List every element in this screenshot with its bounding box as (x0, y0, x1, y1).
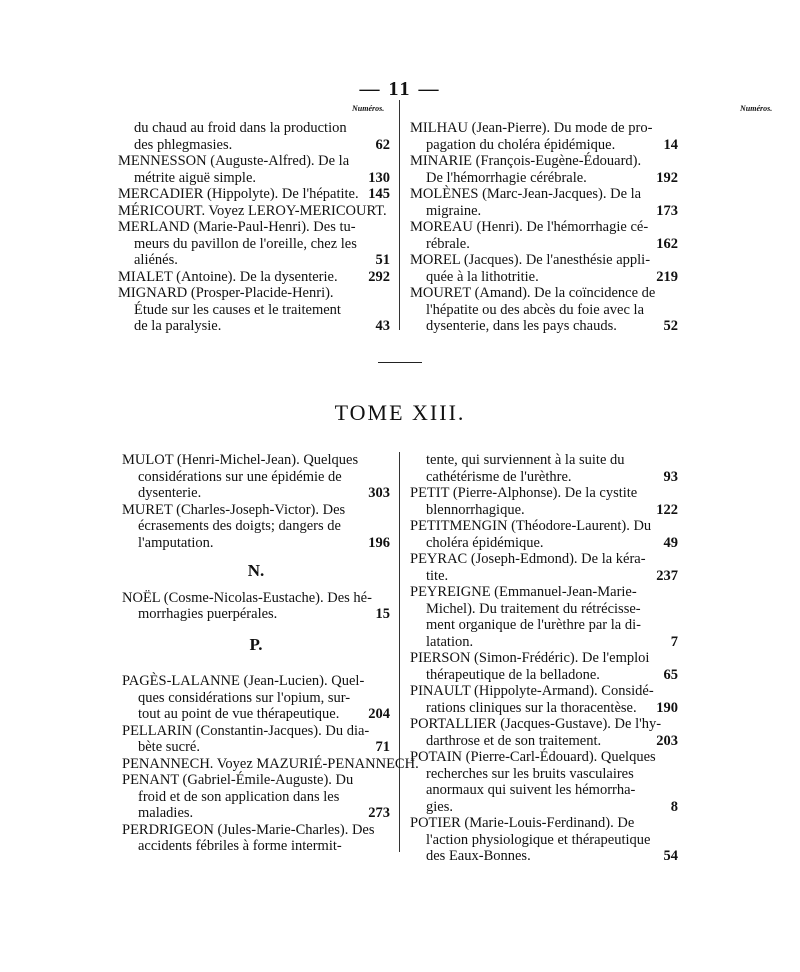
index-entry (118, 186, 390, 203)
entry-line: PELLARIN (Constantin-Jacques). Du dia- (122, 722, 370, 739)
entry-line: ment organique de l'urèthre par la di- (426, 617, 641, 633)
entry-line: tout au point de vue thérapeutique. (138, 706, 340, 722)
entry-number: 122 (656, 501, 678, 518)
entry-line: MIALET (Antoine). De la dysenterie. (118, 268, 338, 285)
entry-line: PIERSON (Simon-Frédéric). De l'emploi (410, 650, 650, 666)
entry-line: tente, qui surviennent à la suite du (426, 452, 625, 468)
entry-number: 54 (663, 848, 678, 864)
entry-line: migraine. (426, 202, 482, 219)
entry-line: PETIT (Pierre-Alphonse). De la cystite (410, 485, 638, 501)
entry-line: rations cliniques sur la thoracentèse. (426, 699, 637, 716)
entry-number: 145 (368, 186, 390, 202)
index-entry (122, 772, 390, 822)
entry-number: 173 (656, 202, 678, 219)
entry-line: métrite aiguë simple. (134, 169, 257, 186)
entry-line: PENANNECH. Voyez MAZURIÉ-PENANNECH. (122, 755, 419, 772)
entry-line: l'hépatite ou des abcès du foie avec la (426, 301, 645, 318)
index-entry (122, 590, 390, 623)
entry-number: 7 (670, 633, 678, 650)
entry-line: thérapeutique de la belladone. (426, 666, 600, 683)
entry-number: 65 (663, 666, 678, 683)
page-number: — 11 — (359, 78, 441, 100)
tome-title: TOME XIII. (334, 400, 466, 425)
entry-line: Étude sur les causes et le traitement (134, 301, 341, 318)
entry-line: meurs du pavillon de l'oreille, chez les (134, 235, 357, 252)
entry-line: MÉRICOURT. Voyez LEROY-MERICOURT. (118, 202, 387, 219)
entry-line: des phlegmasies. (134, 136, 233, 153)
entry-line: PINAULT (Hippolyte-Armand). Considé- (410, 683, 654, 699)
entry-number: 71 (375, 739, 390, 755)
entry-number: 8 (670, 798, 678, 815)
entry-line: PAGÈS-LALANNE (Jean-Lucien). Quel- (122, 673, 365, 689)
index-entry (122, 502, 390, 552)
entry-line: de la paralysie. (134, 318, 222, 334)
index-entry (410, 219, 678, 252)
entry-line: MERLAND (Marie-Paul-Henri). Des tu- (118, 219, 356, 235)
letter-heading-p: P. (249, 634, 263, 654)
entry-line: MOURET (Amand). De la coïncidence de (410, 285, 656, 301)
entry-line: pagation du choléra épidémique. (426, 136, 616, 153)
entry-line: POTAIN (Pierre-Carl-Édouard). Quelques (410, 749, 656, 765)
entry-line: Michel). Du traitement du rétrécisse- (426, 600, 641, 617)
index-entry (118, 285, 390, 335)
entry-line: PEYREIGNE (Emmanuel-Jean-Marie- (410, 584, 637, 600)
entry-number: 51 (375, 252, 390, 268)
entry-line: du chaud au froid dans la production (134, 120, 347, 136)
entry-line: ques considérations sur l'opium, sur- (138, 689, 351, 706)
index-entry (122, 673, 390, 723)
entry-line: MURET (Charles-Joseph-Victor). Des (122, 501, 346, 518)
index-entry (410, 551, 678, 584)
entry-number: 52 (663, 318, 678, 334)
index-entry (410, 452, 678, 485)
index-entry (410, 749, 678, 815)
entry-line: MERCADIER (Hippolyte). De l'hépatite. (118, 186, 359, 202)
entry-line: POTIER (Marie-Louis-Ferdinand). De (410, 815, 635, 831)
entry-number: 15 (375, 606, 390, 622)
index-entry (410, 120, 678, 153)
entry-line: dysenterie. (138, 485, 202, 501)
index-entry (410, 518, 678, 551)
entry-line: MIGNARD (Prosper-Placide-Henri). (118, 285, 334, 301)
entry-line: anormaux qui suivent les hémorrha- (426, 782, 636, 798)
entry-line: bète sucré. (138, 739, 200, 755)
entry-line: MULOT (Henri-Michel-Jean). Quelques (122, 452, 359, 468)
entry-line: PETITMENGIN (Théodore-Laurent). Du (410, 518, 652, 534)
entry-line: MOREL (Jacques). De l'anesthésie appli- (410, 252, 651, 268)
entry-number: 303 (368, 485, 390, 501)
entry-line: recherches sur les bruits vasculaires (426, 765, 634, 782)
entry-line: latation. (426, 633, 474, 650)
entry-line: darthrose et de son traitement. (426, 732, 602, 749)
index-entry (410, 683, 678, 716)
index-entry (118, 153, 390, 186)
entry-line: accidents fébriles à forme intermit- (138, 838, 342, 854)
entry-line: MOREAU (Henri). De l'hémorrhagie cé- (410, 219, 649, 235)
entry-line: MENNESSON (Auguste-Alfred). De la (118, 153, 350, 169)
entry-line: tite. (426, 567, 449, 584)
column-divider-top (399, 100, 400, 330)
entry-number: 204 (368, 706, 390, 722)
column-divider-bottom (399, 452, 400, 852)
entry-line: morrhagies puerpérales. (138, 606, 278, 622)
index-entry (118, 203, 390, 220)
entry-line: maladies. (138, 805, 194, 821)
entry-line: PORTALLIER (Jacques-Gustave). De l'hy- (410, 716, 662, 732)
entry-group-p (122, 673, 419, 855)
entry-number: 237 (656, 567, 678, 584)
entry-line: De l'hémorrhagie cérébrale. (426, 169, 587, 186)
entry-number: 190 (656, 699, 678, 716)
index-entry (410, 252, 678, 285)
index-entry (410, 186, 678, 219)
entry-number: 192 (656, 169, 678, 186)
entry-line: rébrale. (426, 235, 470, 252)
entry-number: 14 (663, 136, 678, 153)
entry-group-m (122, 452, 390, 551)
column-header-left: Numéros. (352, 104, 385, 113)
entry-line: PERDRIGEON (Jules-Marie-Charles). Des (122, 821, 375, 838)
entry-line: dysenterie, dans les pays chauds. (426, 318, 617, 334)
entry-number: 292 (368, 268, 390, 285)
entry-line: blennorrhagique. (426, 501, 525, 518)
entry-line: MOLÈNES (Marc-Jean-Jacques). De la (410, 186, 642, 202)
index-column-bottom-right (410, 452, 678, 865)
index-column-top-right (410, 120, 678, 335)
entry-number: 196 (368, 534, 390, 551)
entry-number: 162 (656, 235, 678, 252)
entry-number: 93 (663, 468, 678, 485)
index-entry (122, 452, 390, 502)
entry-group-n (122, 590, 390, 623)
entry-line: des Eaux-Bonnes. (426, 848, 531, 864)
index-entry (410, 153, 678, 186)
index-column-top-left (118, 120, 390, 335)
entry-line: l'amputation. (138, 534, 214, 551)
entry-line: écrasements des doigts; dangers de (138, 518, 341, 534)
entry-line: froid et de son application dans les (138, 788, 340, 805)
entry-number: 49 (663, 534, 678, 551)
entry-line: MILHAU (Jean-Pierre). Du mode de pro- (410, 120, 653, 136)
entry-line: gies. (426, 798, 453, 815)
entry-line: quée à la lithotritie. (426, 268, 539, 285)
index-column-bottom-left (122, 452, 419, 855)
index-entry (122, 822, 390, 855)
index-entry (410, 815, 678, 865)
column-header-right: Numéros. (740, 104, 773, 113)
entry-line: PENANT (Gabriel-Émile-Auguste). Du (122, 772, 354, 788)
index-entry (118, 120, 390, 153)
index-entry (410, 716, 678, 749)
entry-number: 130 (368, 169, 390, 186)
index-entry (118, 219, 390, 269)
index-entry (118, 269, 390, 286)
entry-number: 43 (375, 318, 390, 334)
entry-number: 273 (368, 805, 390, 821)
index-entry (410, 285, 678, 335)
index-entry (410, 584, 678, 650)
index-entry (410, 485, 678, 518)
entry-line: NOËL (Cosme-Nicolas-Eustache). Des hé- (122, 589, 372, 606)
entry-line: cathétérisme de l'urèthre. (426, 468, 572, 485)
index-entry (122, 723, 390, 756)
entry-number: 219 (656, 268, 678, 285)
index-entry (410, 650, 678, 683)
entry-line: MINARIE (François-Eugène-Édouard). (410, 153, 642, 169)
entry-line: choléra épidémique. (426, 534, 544, 551)
entry-line: l'action physiologique et thérapeutique (426, 831, 651, 848)
section-divider (378, 362, 422, 363)
index-entry (122, 755, 419, 773)
entry-line: PEYRAC (Joseph-Edmond). De la kéra- (410, 551, 646, 567)
entry-line: aliénés. (134, 252, 178, 268)
letter-heading-n: N. (247, 561, 265, 580)
entry-number: 62 (375, 136, 390, 153)
entry-number: 203 (656, 732, 678, 749)
entry-line: considérations sur une épidémie de (138, 468, 342, 485)
